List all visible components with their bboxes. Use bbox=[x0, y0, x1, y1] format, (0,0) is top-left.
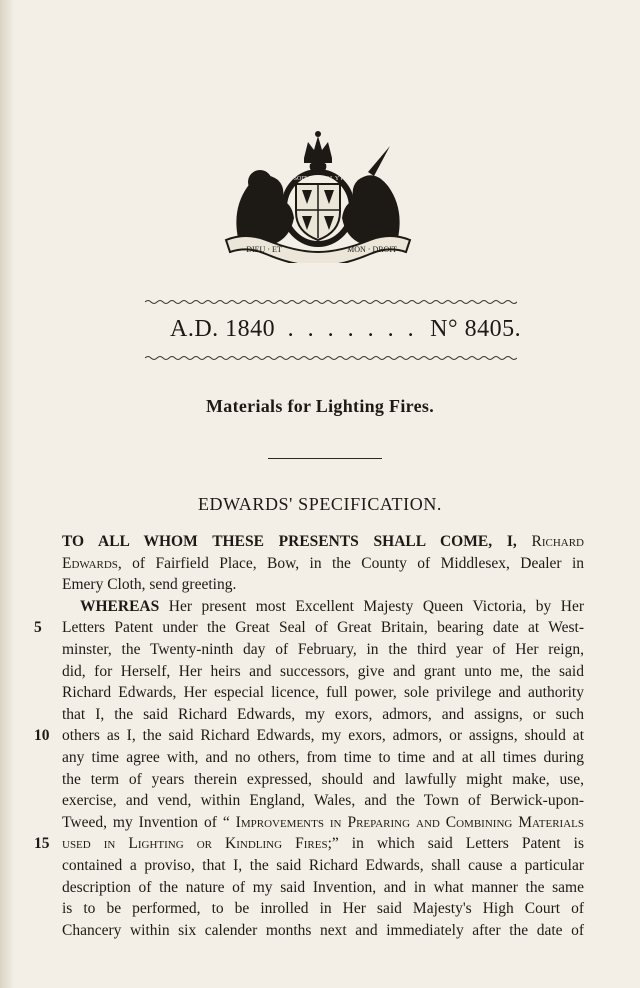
text-line bbox=[62, 596, 584, 618]
text-segment: that I, the said Richard Edwards, my exors, admors, and assigns, or such bbox=[62, 705, 584, 723]
text-segment: minster, the Twenty-ninth day of February, in the third year of Her reign, bbox=[62, 640, 584, 658]
line-number: 15 bbox=[34, 835, 50, 853]
text-line bbox=[62, 661, 584, 683]
text-segment: description of the nature of my said Invention, and in what manner the same bbox=[62, 878, 584, 896]
text-segment: the term of years therein expressed, should and lawfully might make, use, bbox=[62, 770, 584, 788]
patent-number: N° 8405. bbox=[430, 316, 522, 342]
text-line bbox=[62, 920, 584, 942]
text-segment: exercise, and vend, within England, Wales, and the Town of Berwick-upon- bbox=[62, 792, 584, 810]
text-segment: Richard Edwards, Her especial licence, full power, sole privilege and authority bbox=[62, 684, 584, 702]
text-line bbox=[62, 553, 584, 575]
line-number: 5 bbox=[34, 619, 42, 637]
text-segment: did, for Herself, Her heirs and successors, give and grant unto me, the said bbox=[62, 662, 584, 680]
text-line bbox=[34, 833, 584, 855]
text-line bbox=[62, 769, 584, 791]
crown-icon bbox=[304, 131, 332, 163]
text-segment: Emery Cloth, send greeting. bbox=[62, 576, 237, 594]
text-line bbox=[62, 682, 584, 704]
text-segment: is to be performed, to be inrolled in Her said Majesty's High Court of bbox=[62, 900, 584, 918]
title-divider bbox=[268, 458, 382, 459]
text-line bbox=[62, 877, 584, 899]
text-line bbox=[34, 617, 584, 639]
text-line bbox=[62, 898, 584, 920]
text-line bbox=[62, 747, 584, 769]
specification-heading: EDWARDS' SPECIFICATION. bbox=[197, 494, 443, 514]
text-segment: Her present most Excellent Majesty Queen Victoria, by Her bbox=[159, 597, 584, 615]
text-segment: Richard bbox=[531, 533, 584, 550]
shield-icon bbox=[296, 184, 340, 240]
text-segment: WHEREAS bbox=[80, 597, 160, 615]
patent-title: Materials for Lighting Fires. bbox=[205, 396, 434, 416]
text-segment: Tweed, my Invention of “ bbox=[62, 813, 236, 831]
text-line bbox=[62, 855, 584, 877]
text-line bbox=[62, 704, 584, 726]
text-segment: Edwards bbox=[62, 554, 118, 572]
text-segment: Improvements in Preparing and Combining Materials bbox=[235, 813, 584, 831]
line-number: 10 bbox=[34, 727, 50, 745]
text-segment: Letters Patent under the Great Seal of Great Britain, bearing date at West- bbox=[62, 619, 584, 637]
text-line bbox=[34, 725, 584, 747]
text-segment: any time agree with, and no others, from time to time and at all times during bbox=[62, 748, 584, 766]
patent-header bbox=[170, 316, 522, 343]
text-line bbox=[62, 531, 584, 553]
patent-year: A.D. 1840 bbox=[170, 316, 276, 342]
garter-text: HONI SOIT QUI MAL Y PENSE bbox=[277, 176, 359, 182]
text-line bbox=[62, 639, 584, 661]
text-segment: others as I, the said Richard Edwards, my exors, admors, or assigns, should at bbox=[62, 727, 584, 745]
royal-coat-of-arms bbox=[218, 128, 418, 263]
text-segment: Chancery within six calender months next and immediately after the date of bbox=[62, 921, 584, 939]
motto-left: DIEU · ET bbox=[246, 245, 282, 254]
specification-body bbox=[34, 531, 584, 941]
header-dots: . . . . . . . bbox=[287, 316, 418, 342]
text-segment: contained a proviso, that I, the said Richard Edwards, shall cause a particular bbox=[62, 856, 584, 874]
text-segment: ;” in which said Letters Patent is bbox=[327, 835, 584, 853]
text-line bbox=[62, 574, 584, 596]
text-line bbox=[62, 812, 584, 834]
text-line bbox=[62, 790, 584, 812]
ornamental-rule-bottom bbox=[145, 355, 517, 361]
text-segment: used in Lighting or Kindling Fires bbox=[62, 835, 328, 853]
text-segment: TO ALL WHOM THESE PRESENTS SHALL COME, I, bbox=[62, 533, 532, 550]
motto-right: MON · DROIT bbox=[347, 245, 397, 254]
text-segment: , of Fairfield Place, Bow, in the County of Middlesex, Dealer in bbox=[117, 554, 584, 572]
ornamental-rule-top bbox=[145, 299, 517, 305]
